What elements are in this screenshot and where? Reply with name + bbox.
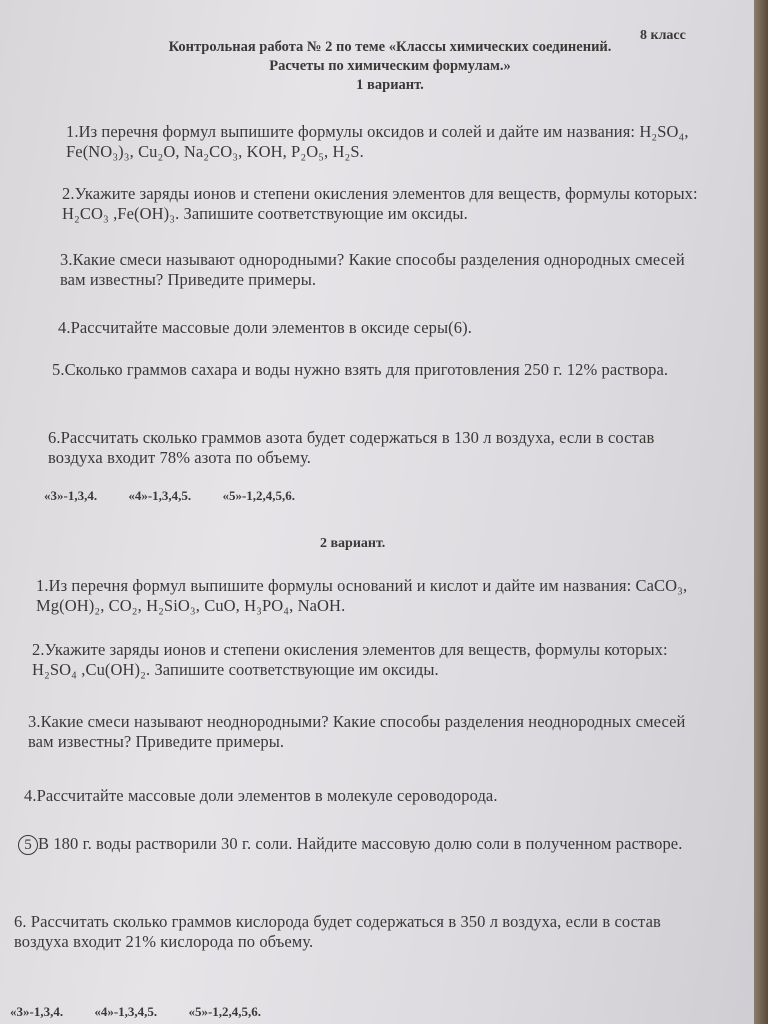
v1-grade-5: «5»-1,2,4,5,6. (222, 488, 296, 503)
variant-1-heading: 1 вариант. (356, 77, 424, 93)
v2-grade-4: «4»-1,3,4,5. (94, 1004, 158, 1019)
v1-question-4: 4.Рассчитайте массовые доли элементов в оксиде серы(6). (58, 318, 472, 337)
circled-question-number: 5 (18, 835, 38, 855)
v2-question-1: 1.Из перечня формул выпишите формулы оснований и кислот и дайте им названия: CaCO₃, Mg(OH)₂, CO₂, H₂SiO₃, CuO, H₃PO₄, NaOH. (36, 576, 688, 615)
v1-grading-criteria (44, 488, 323, 504)
v1-grade-4: «4»-1,3,4,5. (128, 488, 192, 503)
v1-question-2: 2.Укажите заряды ионов и степени окисления элементов для веществ, формулы которых: H₂CO₃ ,Fe(OH)₃. Запишите соответствующие им оксиды. (62, 184, 698, 223)
v1-question-6: 6.Рассчитать сколько граммов азота будет содержаться в 130 л воздуха, если в состав воздуха входит 78% азота по объему. (48, 428, 655, 467)
grade-label: 8 класс (640, 28, 686, 43)
v1-grade-3: «3»-1,3,4. (44, 488, 98, 503)
v2-question-6: 6. Рассчитать сколько граммов кислорода будет содержаться в 350 л воздуха, если в состав воздуха входит 21% кислорода по объему. (14, 912, 661, 951)
v2-question-5 (18, 834, 702, 855)
v2-question-5-text: В 180 г. воды растворили 30 г. соли. Найдите массовую долю соли в полученном растворе. (38, 834, 683, 853)
title-line-2: Расчеты по химическим формулам.» (269, 58, 511, 74)
v1-question-1: 1.Из перечня формул выпишите формулы оксидов и солей и дайте им названия: H₂SO₄, Fe(NO₃)₃, Cu₂O, Na₂CO₃, KOH, P₂O₅, H₂S. (66, 122, 689, 161)
v1-question-5: 5.Сколько граммов сахара и воды нужно взять для приготовления 250 г. 12% раствора. (52, 360, 669, 379)
variant-2-heading: 2 вариант. (320, 536, 386, 551)
page-title (80, 38, 700, 95)
v2-question-2: 2.Укажите заряды ионов и степени окисления элементов для веществ, формулы которых: H₂SO₄ ,Cu(OH)₂. Запишите соответствующие им оксиды. (32, 640, 668, 679)
title-line-1: Контрольная работа № 2 по теме «Классы химических соединений. (168, 39, 612, 55)
page-edge-shadow (754, 0, 768, 1024)
v2-grading-criteria (10, 1004, 289, 1020)
v2-grade-5: «5»-1,2,4,5,6. (188, 1004, 262, 1019)
v2-question-3: 3.Какие смеси называют неоднородными? Какие способы разделения неоднородных смесей вам известны? Приведите примеры. (28, 712, 686, 751)
v1-question-3: 3.Какие смеси называют однородными? Какие способы разделения однородных смесей вам известны? Приведите примеры. (60, 250, 685, 289)
v2-grade-3: «3»-1,3,4. (10, 1004, 64, 1019)
v2-question-4: 4.Рассчитайте массовые доли элементов в молекуле сероводорода. (24, 786, 498, 805)
